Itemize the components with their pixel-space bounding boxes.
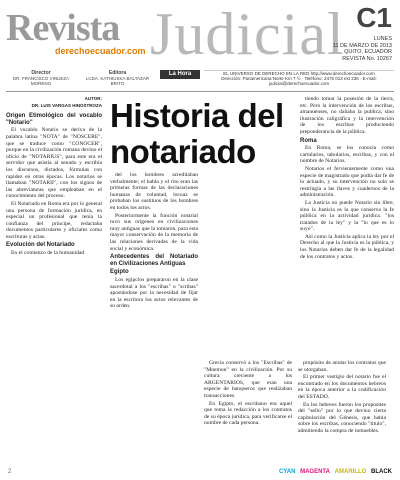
subheading: Roma (300, 137, 317, 144)
paragraph: Posteriormente la función notarial tuvo sus orígenes en civilizaciones muy antiguas que la tomaron, para esta mayor conservación de la memoria de las relaciones derivadas de la vida social y económica. (110, 212, 198, 252)
paragraph: En Egipto, el escribano era aquel que toma la redacción a los contratos de su época jurídica, para verificarse el nombre de cada persona. (204, 400, 292, 427)
column-1 (6, 96, 102, 258)
paragraph: El primer vestigio del notario fue el encontrado en los documentos hebreos en la época anterior a la codificación del ESTADO. (298, 374, 386, 400)
paragraph: La Justicia no puede Notario sin libre, sino la Justicia es la que conserva la fe pública en la actividad jurídica. "los tratados de la ley" y la "lo que es lo suyo". (300, 199, 394, 233)
newspaper-logo: La Hora (160, 70, 200, 79)
paragraph: tiendo tomar la posesión de la tierra, etc. Pero la intervención de los escribas, amanuenses, no dañaba la publica, sino ilustración caligráfica y la intervención de los escribas produciendo preponderancia de la pública. (300, 96, 394, 135)
paragraph: El Notariado en Roma era por lo general una persona de formación jurídica, en especial un profesional que tenía la confianza del príncipe, redactaba documentos particulares y oficiales como escrituras y actas. (6, 200, 102, 240)
contact-info: EL UNIVERSO DE DERECHO EN LA RED http://www.derechoecuador.com Dirección: Panamericana Norte Km 7 ½ · Teléfono: 2475 013 ext 236 · E-mail: judicial@derechoecuador.com (204, 70, 394, 81)
paragraph: Los egipcios prepararon en la clase sacerdotal a los "escribas" o "scribas" apostándose por la necesidad de fijar en la escritura los actos relevantes de su orden. (110, 276, 198, 310)
subheading: Origen Etimológico del vocablo "Notario" (6, 113, 102, 126)
headline: Historia del notariado (110, 97, 284, 170)
director-credit: Director DR. FRANCISCO VINUEZA MORENO (12, 70, 70, 86)
magenta-mark: MAGENTA (300, 469, 330, 475)
cyan-mark: CYAN (278, 469, 296, 475)
site-url[interactable]: derechoecuador.com (55, 46, 146, 56)
logo-revista: Revista (6, 7, 120, 49)
paragraph: propósito de anotar los contratos que se otorgaban. (298, 360, 386, 373)
masthead (0, 0, 400, 68)
paragraph: del los hombres acreditaban verbalmente; el habla y el rito eran las primeras formas de las declaraciones humanas de voluntad, locuaz se probaban los sustituos de los hombres en todos los actos. (110, 172, 198, 211)
paragraph: El vocablo Notario se deriva de la palabra latina "NOTA" de "NOSCERE", que se traduce como "CONOCER", porque en la civilización romana devino el oficio de "NOTARIUS", para este era el servidor que asistía al senado y escribía los discursos, dictados, fórmulas con rapidez en otras épocas. Los notarios se llamaban "NOTARII", con los signos de las abreviaturas que empleaban en el conocimiento del proceso. (6, 127, 102, 200)
column-4 (298, 360, 386, 436)
yellow-mark: AMARILLO (334, 469, 367, 475)
column-5 (300, 96, 394, 261)
paragraph: En los hebreos fueron los proposites del "sello" por lo que devino cierta capitulación del Génesis, que habla sobre los escribas, conociendo "titulo", admitiendo la compra de inmuebles. (298, 401, 386, 434)
logo-judicial: Judicial (150, 1, 345, 67)
footer (0, 466, 400, 480)
credits-bar (0, 68, 400, 90)
author-byline: AUTOR: DR. LUIS VARGAS HINOSTROZA (31, 96, 102, 108)
color-registration (276, 469, 392, 475)
paragraph: Grecia conservó a los "Escribas" de "Mnemon" en la civilización. Por su cultura creciente a los ARGENTARIOS, que eran una especie de banqueros que realizaban transacciones. (204, 360, 292, 399)
paragraph: Así como la Justicia aplica la ley por el Derecho al que la Justicia es la pública, y los Notarios deben dar fe de la legalidad de los contratos y actos. (300, 233, 394, 260)
page-number: 2 (8, 469, 12, 475)
header-rule (6, 91, 394, 92)
black-mark: BLACK (371, 469, 392, 475)
subheading: Egipto (110, 269, 129, 276)
column-2 (110, 172, 198, 311)
section-code: C1 (356, 2, 392, 33)
column-3 (204, 360, 292, 428)
issue-info: LUNES 11 DE MARZO DE 2013 QUITO, ECUADOR REVISTA No. 10267 (332, 36, 392, 62)
subheading: Antecedentes del Notariado en Civilizaciones Antiguas (110, 254, 198, 267)
paragraph: En Roma, se los conocía como cartularios, tabularios, escribas, y con el nombre de Notarios. (300, 145, 394, 165)
editor-credit: Editora LCDA. KATHIUSKA BALTAZAR BRITO (85, 70, 150, 86)
paragraph: En el comienzo de la humanidad (11, 250, 85, 257)
paragraph: Notarios el fervientemente como una especie de magistrado que podía dar fe de lo actuado, y su intervención no solo se restringía a las llaves y cuadernos de la administración. (300, 165, 394, 199)
subheading: Evolución del Notariado (6, 242, 75, 249)
